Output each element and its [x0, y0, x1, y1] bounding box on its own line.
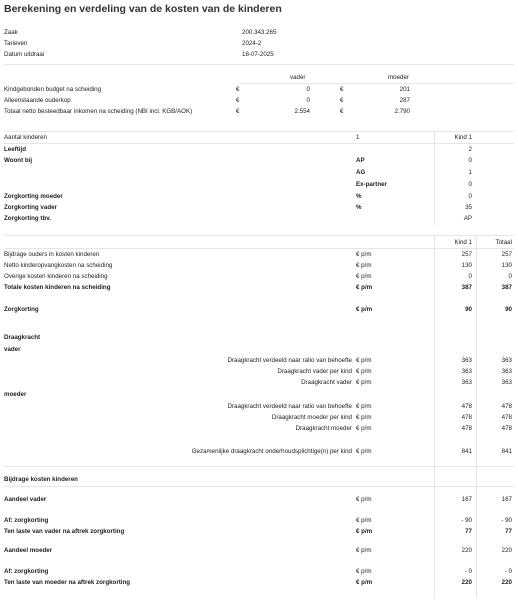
unit-label: € p/m	[356, 425, 372, 432]
unit-label: € p/m	[356, 496, 372, 503]
woont-bij-ex-partner: Ex-partner	[356, 181, 387, 188]
kosten-row-label: Netto kinderopvangkosten na scheiding	[4, 262, 113, 269]
totaal-value: 0	[508, 273, 512, 280]
divider	[4, 486, 514, 487]
zorgkorting-moeder-label: Zorgkorting moeder	[4, 193, 63, 200]
kind-value: 77	[465, 528, 472, 535]
currency-symbol: €	[340, 86, 344, 93]
budget-moeder-value: 201	[399, 86, 410, 93]
budget-vader-value: 2.554	[294, 108, 310, 115]
totaal-value: 167	[501, 496, 512, 503]
unit-label: € p/m	[356, 414, 372, 421]
woont-bij-ag: AG	[356, 169, 366, 176]
zorgkorting-label: Zorgkorting	[4, 306, 39, 313]
divider	[4, 131, 514, 132]
kind-value: 363	[461, 379, 472, 386]
info-label-zaak: Zaak	[4, 29, 18, 36]
kind-column-header: Kind 1	[454, 134, 472, 141]
kind-value: 363	[461, 368, 472, 375]
totaal-value: 478	[501, 414, 512, 421]
draagkracht-row-label: Draagkracht verdeeld naar ratio van behoefte	[227, 403, 352, 410]
totale-kosten-label: Totale kosten kinderen na scheiding	[4, 284, 111, 291]
kosten-row-label: Bijdrage ouders in kosten kinderen	[4, 251, 100, 258]
totaal-value: 220	[501, 579, 512, 586]
bijdrage-title: Bijdrage kosten kinderen	[4, 476, 78, 483]
divider	[4, 466, 514, 467]
currency-symbol: €	[236, 108, 240, 115]
page-title: Berekening en verdeling van de kosten van de kinderen	[4, 3, 282, 15]
kind-value: - 90	[461, 517, 472, 524]
kind-value: 220	[461, 547, 472, 554]
divider	[4, 248, 514, 249]
unit-label: € p/m	[356, 448, 372, 455]
currency-symbol: €	[340, 97, 344, 104]
ten-laste-moeder-label: Ten laste van moeder na aftrek zorgkorting	[4, 579, 131, 586]
totaal-value: 363	[501, 379, 512, 386]
info-label-tarieven: Tarieven	[4, 40, 28, 47]
woont-bij-ag-value: 1	[468, 169, 472, 176]
aandeel-moeder-label: Aandeel moeder	[4, 547, 53, 554]
budget-vader-value: 0	[306, 97, 310, 104]
woont-bij-ap-value: 0	[468, 157, 472, 164]
totaal-value: 478	[501, 403, 512, 410]
woont-bij-ap: AP	[356, 157, 365, 164]
kind-value: 0	[468, 273, 472, 280]
currency-symbol: €	[236, 86, 240, 93]
budget-row-label: Kindgebonden budget na scheiding	[4, 86, 102, 93]
info-label-datum: Datum uitdraai	[4, 51, 45, 58]
kind-value: 130	[461, 262, 472, 269]
col-header-moeder: moeder	[388, 74, 409, 81]
kind-value: 478	[461, 414, 472, 421]
kind-value: 478	[461, 425, 472, 432]
kosten-row-label: Overige kosten kinderen na scheiding	[4, 273, 108, 280]
totaal-value: - 90	[501, 517, 512, 524]
unit-label: € p/m	[356, 379, 372, 386]
unit-label: € p/m	[356, 357, 372, 364]
divider	[240, 83, 514, 84]
unit-label: € p/m	[356, 306, 373, 313]
budget-moeder-value: 287	[399, 97, 410, 104]
unit-label: € p/m	[356, 403, 372, 410]
draagkracht-row-label: Draagkracht moeder per kind	[271, 414, 352, 421]
totaal-value: 841	[501, 448, 512, 455]
totaal-value: 363	[501, 368, 512, 375]
column-border	[434, 235, 435, 598]
divider	[4, 64, 514, 65]
totaal-column-header: Totaal	[495, 239, 512, 246]
kind-column-header: Kind 1	[454, 239, 472, 246]
kind-value: 167	[461, 496, 472, 503]
zorgkorting-moeder-value: 0	[468, 193, 472, 200]
aandeel-vader-label: Aandeel vader	[4, 496, 47, 503]
unit-label: € p/m	[356, 368, 372, 375]
leeftijd-label: Leeftijd	[4, 146, 27, 153]
gezamenlijke-draagkracht-label: Gezamenlijke draagkracht onderhoudsplichtige(n) per kind	[191, 448, 352, 455]
percent-unit: %	[356, 204, 362, 211]
percent-unit: %	[356, 193, 362, 200]
budget-row-label: Totaal netto besteedbaar inkomen na scheiding (NBI incl. KGB/AOK)	[4, 108, 193, 115]
unit-label: € p/m	[356, 262, 372, 269]
ten-laste-vader-label: Ten laste van vader na aftrek zorgkorting	[4, 528, 125, 535]
currency-symbol: €	[340, 108, 344, 115]
col-header-vader: vader	[290, 74, 306, 81]
budget-vader-value: 0	[306, 86, 310, 93]
totaal-value: 220	[501, 547, 512, 554]
zorgkorting-vader-value: 35	[465, 204, 472, 211]
kind-value: 90	[465, 306, 472, 313]
totaal-value: 130	[501, 262, 512, 269]
kind-value: 220	[461, 579, 472, 586]
totaal-value: 387	[501, 284, 512, 291]
totaal-value: - 0	[504, 568, 512, 575]
currency-symbol: €	[236, 97, 240, 104]
draagkracht-moeder-label: moeder	[4, 391, 27, 398]
draagkracht-title: Draagkracht	[4, 334, 41, 341]
leeftijd-value: 2	[468, 146, 472, 153]
totaal-value: 90	[505, 306, 512, 313]
draagkracht-row-label: Draagkracht vader	[301, 379, 352, 386]
kind-value: 387	[461, 284, 472, 291]
aantal-kinderen-value: 1	[356, 134, 360, 141]
column-border	[476, 235, 477, 598]
unit-label: € p/m	[356, 517, 372, 524]
draagkracht-row-label: Draagkracht vader per kind	[277, 368, 352, 375]
zorgkorting-tbv-value: AP	[463, 215, 472, 222]
aantal-kinderen-label: Aantal kinderen	[4, 134, 47, 141]
draagkracht-row-label: Draagkracht verdeeld naar ratio van behoefte	[227, 357, 352, 364]
totaal-value: 478	[501, 425, 512, 432]
unit-label: € p/m	[356, 251, 372, 258]
totaal-value: 77	[505, 528, 512, 535]
unit-label: € p/m	[356, 568, 372, 575]
unit-label: € p/m	[356, 579, 373, 586]
kind-value: 363	[461, 357, 472, 364]
totaal-value: 363	[501, 357, 512, 364]
divider	[4, 235, 514, 236]
info-value-tarieven: 2024-2	[242, 40, 262, 47]
unit-label: € p/m	[356, 273, 372, 280]
budget-moeder-value: 2.790	[394, 108, 410, 115]
kind-value: 257	[461, 251, 472, 258]
zorgkorting-vader-label: Zorgkorting vader	[4, 204, 57, 211]
woont-bij-label: Woont bij	[4, 157, 33, 164]
kind-value: 841	[461, 448, 472, 455]
unit-label: € p/m	[356, 284, 373, 291]
unit-label: € p/m	[356, 528, 373, 535]
info-value-datum: 18-07-2025	[242, 51, 274, 58]
woont-bij-ex-partner-value: 0	[468, 181, 472, 188]
info-value-zaak: 200.343.265	[242, 29, 277, 36]
draagkracht-vader-label: vader	[4, 346, 21, 353]
kind-value: 478	[461, 403, 472, 410]
totaal-value: 257	[501, 251, 512, 258]
column-border	[434, 131, 435, 225]
af-zorgkorting-moeder-label: Af: zorgkorting	[4, 568, 49, 575]
divider	[4, 143, 514, 144]
kind-value: - 0	[464, 568, 472, 575]
draagkracht-row-label: Draagkracht moeder	[295, 425, 352, 432]
zorgkorting-tbv-label: Zorgkorting tbv.	[4, 215, 51, 222]
unit-label: € p/m	[356, 547, 372, 554]
af-zorgkorting-vader-label: Af: zorgkorting	[4, 517, 49, 524]
budget-row-label: Alleenstaande ouderkop	[4, 97, 71, 104]
